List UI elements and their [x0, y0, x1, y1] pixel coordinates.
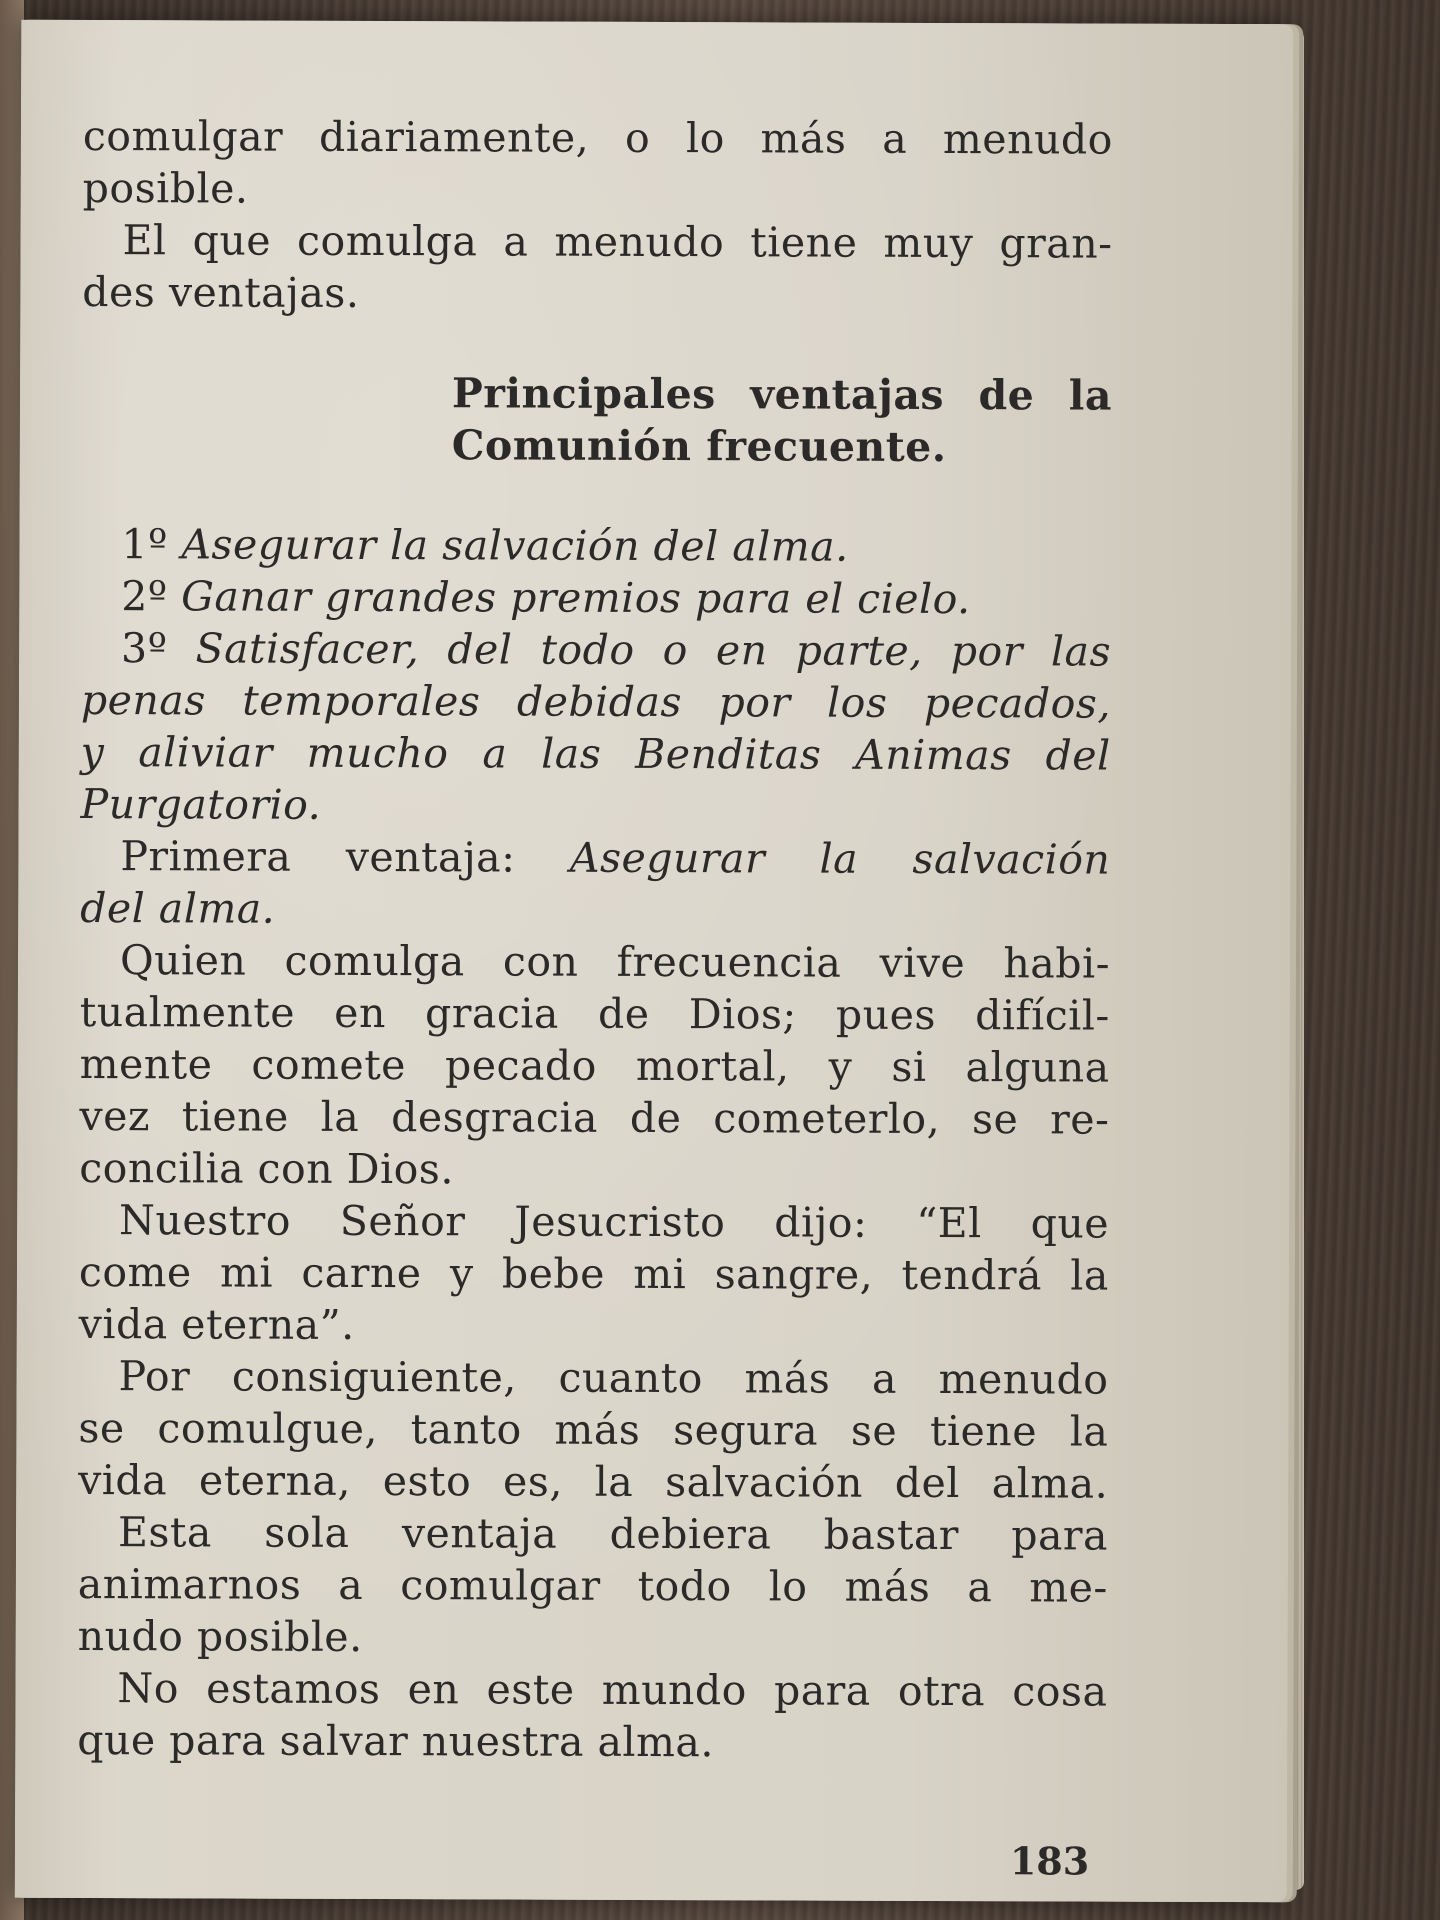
list-item-continued	[81, 726, 1111, 782]
paragraph	[79, 934, 1110, 1198]
page-text	[77, 110, 1113, 1770]
text-line: posible.	[82, 164, 249, 213]
text-line: concilia con Dios.	[79, 1143, 455, 1194]
text-line: vida eterna”.	[78, 1299, 355, 1349]
list-item-continued	[81, 674, 1111, 730]
list-text: Asegurar la salvación del alma.	[181, 520, 849, 571]
heading-line: Principales ventajas de la	[451, 369, 1113, 420]
text-line: nudo posible.	[77, 1611, 363, 1661]
list-text: y aliviar mucho a las Benditas Animas del	[80, 727, 1111, 780]
page-number: 183	[1009, 1838, 1090, 1884]
text-line: come mi carne y bebe mi sangre, tendrá la	[78, 1247, 1109, 1300]
text-line: des ventajas.	[82, 268, 360, 317]
text-line: animarnos a comulgar todo lo más a me-	[77, 1559, 1108, 1612]
text-line: comulgar diariamente, o lo más a menudo	[82, 112, 1113, 164]
text-line: se comulgue, tanto más segura se tiene la	[78, 1403, 1109, 1456]
heading-line: Comunión frecuente.	[451, 421, 947, 472]
text-line: mente comete pecado mortal, y si alguna	[79, 1039, 1110, 1092]
primera-ventaja-title: del alma.	[80, 883, 276, 933]
paragraph	[79, 1194, 1110, 1354]
list-text: Satisfacer, del todo o en parte, por las	[195, 624, 1112, 676]
primera-ventaja-title: Asegurar la salvación	[569, 833, 1111, 884]
section-heading	[452, 367, 1112, 473]
text-line: vida eterna, esto es, la salvación del alma.	[78, 1455, 1109, 1508]
text-line: vez tiene la desgracia de cometerlo, se re-	[79, 1091, 1110, 1144]
list-item	[81, 518, 1111, 574]
list-text: Purgatorio.	[80, 779, 322, 829]
list-number: 2º	[121, 572, 168, 621]
book-page	[15, 20, 1294, 1902]
text-line: Nuestro Señor Jesucristo dijo: “El que	[119, 1196, 1110, 1248]
advantages-list	[80, 518, 1111, 834]
primera-ventaja-label: Primera ventaja:	[120, 832, 516, 882]
paragraph	[78, 1350, 1109, 1510]
text-line: que para salvar nuestra alma.	[77, 1715, 714, 1767]
list-text: Ganar grandes premios para el cielo.	[181, 572, 971, 624]
text-line: tualmente en gracia de Dios; pues difícil-	[79, 987, 1110, 1040]
list-item	[81, 622, 1111, 678]
primera-ventaja-line	[80, 830, 1110, 886]
list-text: penas temporales debidas por los pecados,	[80, 675, 1111, 728]
text-line: Por consiguiente, cuanto más a menudo	[118, 1352, 1109, 1404]
list-item	[81, 570, 1111, 626]
list-item-continued	[80, 778, 1110, 834]
text-line: Esta sola ventaja debiera bastar para	[117, 1508, 1109, 1560]
paragraph	[78, 1506, 1109, 1666]
text-line: El que comulga a menudo tiene muy gran-	[122, 216, 1113, 268]
paragraph	[77, 1662, 1107, 1770]
text-line: No estamos en este mundo para otra cosa	[117, 1664, 1108, 1716]
text-line: Quien comulga con frecuencia vive habi-	[119, 936, 1111, 988]
list-number: 1º	[121, 520, 168, 569]
primera-ventaja-line	[80, 882, 1110, 938]
list-number: 3º	[121, 624, 168, 673]
